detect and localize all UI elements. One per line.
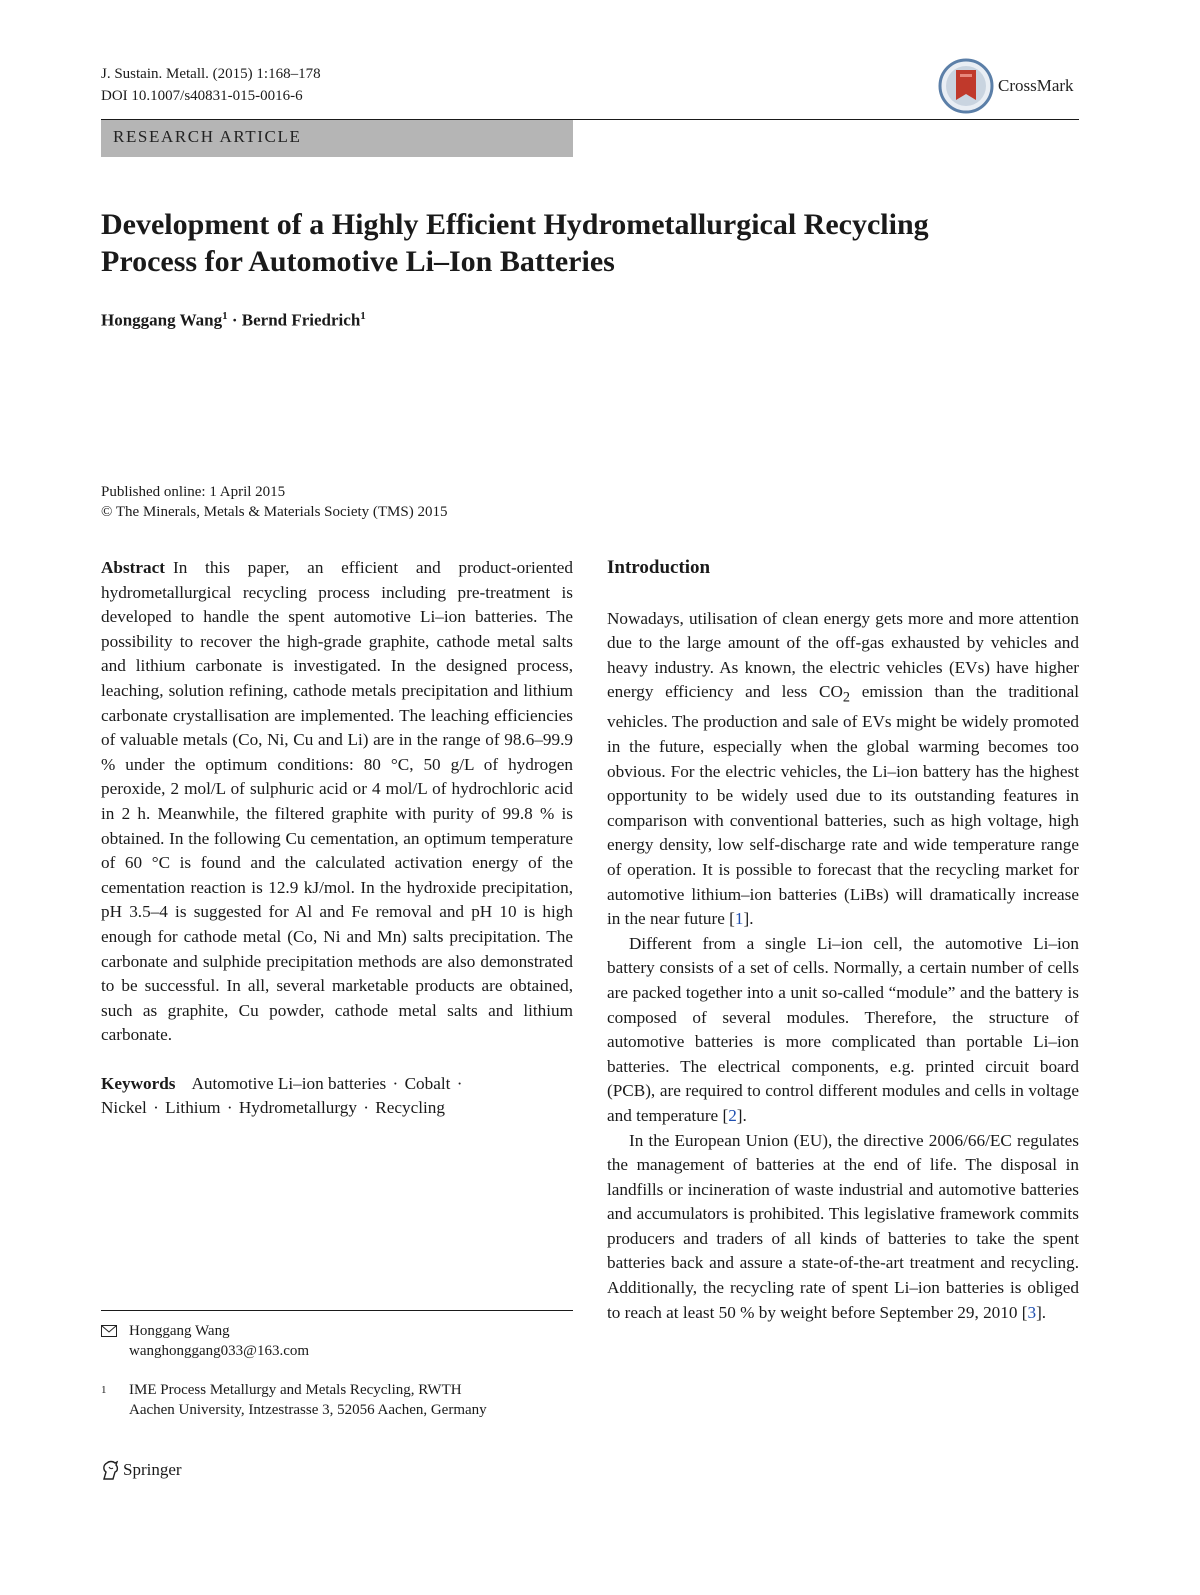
affiliation-line-2: Aachen University, Intzestrasse 3, 52056 Aachen, Germany: [129, 1402, 487, 1418]
keyword[interactable]: Nickel: [101, 1098, 147, 1118]
keyword-separator: ·: [363, 1098, 369, 1118]
correspondence-email[interactable]: wanghonggang033@163.com: [129, 1343, 310, 1359]
article-type: RESEARCH ARTICLE: [113, 127, 302, 146]
abstract-label: Abstract: [101, 558, 165, 577]
author-name[interactable]: Honggang Wang: [101, 310, 223, 330]
intro-paragraph-2: [607, 932, 1079, 1129]
intro-p1-subscript: 2: [842, 689, 851, 706]
left-column: [101, 556, 573, 1121]
springer-horse-icon: [100, 1459, 120, 1481]
affiliation: [101, 1380, 487, 1420]
publisher-name: Springer: [123, 1460, 182, 1479]
published-date: Published online: 1 April 2015: [101, 484, 286, 500]
keyword[interactable]: Cobalt: [404, 1073, 451, 1093]
copyright-line: © The Minerals, Metals & Materials Society (TMS) 2015: [101, 504, 448, 520]
intro-p3-end: ].: [1036, 1302, 1047, 1322]
publisher-footer: [100, 1459, 182, 1481]
doi-line[interactable]: DOI 10.1007/s40831-015-0016-6: [101, 88, 303, 104]
citation-link[interactable]: 3: [1027, 1302, 1037, 1322]
citation-link[interactable]: 1: [734, 909, 744, 929]
author-list: [101, 310, 366, 331]
crossmark-badge[interactable]: [938, 58, 1074, 114]
title-line-2: Process for Automotive Li–Ion Batteries: [101, 245, 615, 278]
keyword[interactable]: Lithium: [165, 1098, 221, 1118]
keyword-separator: ·: [456, 1073, 463, 1093]
intro-p2-text: Different from a single Li–ion cell, the automotive Li–ion battery consists of a set of cells. Normally, a certain number of cells are packed together into a unit so-called “module” and the battery is composed of several modules. Therefore, the structure of automotive batteries is more complicated than portable Li–ion batteries. The electrical components, e.g. printed circuit board (PCB), are required to control different modules and cells in voltage and temperature [: [607, 933, 1079, 1125]
author-separator: ·: [231, 310, 238, 330]
affiliation-line-1: IME Process Metallurgy and Metals Recycling, RWTH: [129, 1382, 462, 1398]
intro-p3-text: In the European Union (EU), the directive 2006/66/EC regulates the management of batteries at the end of life. The disposal in landfills or incineration of waste industrial and automotive batteries and accumulators is prohibited. This legislative framework commits producers and traders of all kinds of batteries to take the spent batteries back and assure a state-of-the-art treatment and recycling. Additionally, the recycling rate of spent Li–ion batteries is obliged to reach at least 50 % by weight before September 29, 2010 [: [607, 1130, 1079, 1322]
keyword-separator: ·: [226, 1098, 233, 1118]
crossmark-icon: [938, 58, 994, 114]
intro-p1-text-b: emission than the traditional vehicles. The production and sale of EVs might be widely promoted in the future, especially when the global warming becomes too obvious. For the electric vehicles, the Li–ion battery has the highest opportunity to be widely used due to its outstanding features in comparison with conventional batteries, such as high voltage, high energy density, low self-discharge rate and wide temperature range of operation. It is possible to forecast that the recycling market for automotive lithium–ion batteries (LiBs) will dramatically increase in the near future [: [607, 682, 1079, 929]
author-name[interactable]: Bernd Friedrich: [241, 310, 361, 330]
keyword[interactable]: Automotive Li–ion batteries: [191, 1073, 387, 1093]
right-column: [607, 556, 1079, 1325]
abstract: [101, 556, 573, 1048]
journal-line: J. Sustain. Metall. (2015) 1:168–178: [101, 66, 321, 82]
intro-p1-end: ].: [743, 909, 754, 929]
intro-p1-text-a: Nowadays, utilisation of clean energy gets more and more attention due to the large amount of the off-gas exhausted by vehicles and heavy industry. As known, the electric vehicles (EVs) have higher energy efficiency and less CO: [607, 608, 1079, 702]
keyword-separator: ·: [392, 1073, 399, 1093]
correspondence: [101, 1321, 309, 1361]
author-affil-ref: 1: [360, 310, 366, 322]
correspondence-row: [101, 1321, 309, 1361]
envelope-icon: [101, 1325, 117, 1337]
crossmark-label: CrossMark: [998, 76, 1074, 95]
intro-p2-end: ].: [736, 1105, 747, 1125]
abstract-text: In this paper, an efficient and product-oriented hydrometallurgical recycling process including pre-treatment is developed to handle the spent automotive Li–ion batteries. The possibility to recover the high-grade graphite, cathode metal salts and lithium carbonate is investigated. In the designed process, leaching, solution refining, cathode metals precipitation and lithium carbonate crystallisation are implemented. The leaching efficiencies of valuable metals (Co, Ni, Cu and Li) are in the range of 98.6–99.9 % under the optimum conditions: 80 °C, 50 g/L of hydrogen peroxide, 2 mol/L of sulphuric acid or 4 mol/L of hydrochloric acid in 2 h. Meanwhile, the filtered graphite with purity of 99.8 % is obtained. In the following Cu cementation, an optimum temperature of 60 °C is found and the calculated activation energy of the cementation reaction is 12.9 kJ/mol. In the hydroxide precipitation, pH 3.5–4 is suggested for Al and Fe removal and pH 10 is high enough for cathode metal (Co, Ni and Mn) salts precipitation. The carbonate and sulphide precipitation methods are also demonstrated to be successful. In all, several marketable products are obtained, such as graphite, Cu powder, cathode metal salts and lithium carbonate.: [101, 558, 573, 1045]
section-heading-introduction: Introduction: [607, 557, 711, 578]
footnote-rule: [101, 1310, 573, 1311]
citation-link[interactable]: 2: [728, 1105, 737, 1125]
author-affil-ref: 1: [222, 310, 228, 322]
keywords-label: Keywords: [101, 1073, 176, 1093]
journal-citation: [101, 63, 321, 107]
keywords: [101, 1072, 573, 1121]
keyword[interactable]: Hydrometallurgy: [238, 1098, 357, 1118]
publication-info: [101, 482, 447, 522]
paper-title: [101, 206, 1101, 280]
intro-paragraph-3: [607, 1129, 1079, 1326]
affiliation-number: 1: [101, 1384, 107, 1396]
correspondence-name: Honggang Wang: [129, 1323, 230, 1339]
keyword-separator: ·: [153, 1098, 159, 1118]
title-line-1: Development of a Highly Efficient Hydrometallurgical Recycling: [101, 208, 929, 241]
intro-paragraph-1: [607, 607, 1079, 932]
keyword[interactable]: Recycling: [375, 1098, 445, 1118]
